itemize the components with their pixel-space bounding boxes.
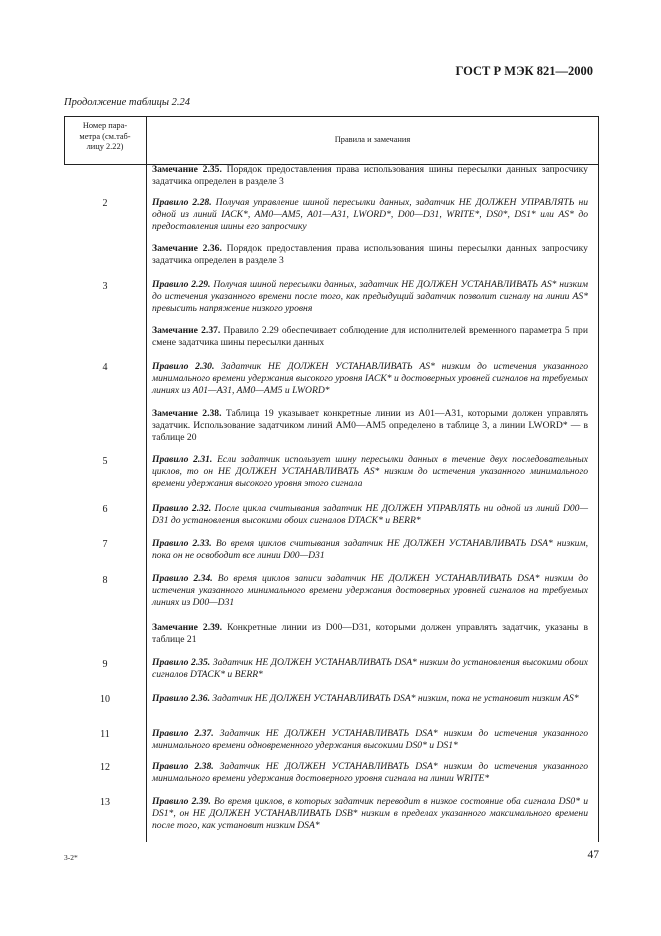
column-header-line: Номер пара-: [82, 121, 128, 130]
row-number: 6: [102, 504, 108, 515]
row-lead: Замечание 2.38.: [152, 408, 222, 419]
row-lead: Замечание 2.36.: [152, 243, 222, 254]
row-number: 5: [102, 456, 108, 467]
table-row: [152, 657, 588, 681]
row-number: 7: [102, 539, 108, 550]
row-lead: Правило 2.30.: [152, 361, 215, 372]
row-text: Во время циклов считывания задатчик НЕ ДОЛЖЕН УСТАНАВЛИВАТЬ DSA* низким, пока он не освободит все линии D00—D31: [152, 538, 589, 562]
row-text: Задатчик НЕ ДОЛЖЕН УСТАНАВЛИВАТЬ DSA* низким до установления высокими обоих сигналов DTACK* и BERR*: [152, 657, 588, 681]
row-lead: Правило 2.33.: [152, 538, 212, 549]
row-lead: Правило 2.34.: [152, 573, 213, 584]
row-number: 2: [102, 198, 108, 209]
row-lead: Правило 2.38.: [152, 761, 214, 772]
table-row: [152, 279, 588, 316]
table-column-divider: [146, 116, 147, 842]
column-header-param-number: [64, 116, 146, 164]
row-text: Порядок предоставления права использования шины пересылки данных запросчику задатчика определен в разделе 3: [152, 243, 588, 267]
row-lead: Правило 2.36.: [152, 693, 210, 704]
table-row: [152, 164, 588, 188]
row-lead: Правило 2.28.: [152, 197, 212, 208]
table-continuation-caption: Продолжение таблицы 2.24: [64, 97, 191, 108]
row-text: Если задатчик использует шину пересылки данных в течение двух последовательных циклов, то он НЕ ДОЛЖЕН УСТАНАВЛИВАТЬ AS* низким до истечения указанного минимального времени удержания высокого уровня этого сигнала: [152, 454, 589, 490]
table-right-border: [598, 116, 599, 842]
row-text: Задатчик НЕ ДОЛЖЕН УСТАНАВЛИВАТЬ DSA* низким до истечения указанного минимального времени удержания достоверного уровня сигнала на линии WRITE*: [152, 761, 588, 785]
row-number: 9: [102, 659, 108, 670]
page-number: 47: [587, 849, 599, 861]
row-text: Получая шиной пересылки данных, задатчик НЕ ДОЛЖЕН УСТАНАВЛИВАТЬ AS* низким до истечения указанного времени после того, как предыдущий задатчик позволит сигналу на линии AS* превысить напряжение низкого уровня: [152, 279, 588, 315]
row-number: 12: [100, 762, 110, 773]
table-row: [152, 622, 588, 646]
table-row: [152, 197, 588, 234]
table-row: [152, 454, 588, 491]
row-text: После цикла считывания задатчик НЕ ДОЛЖЕН УПРАВЛЯТЬ ни одной из линий D00—D31 до установления высокими обоих сигналов DTACK* и BERR*: [152, 503, 589, 527]
table-row: [152, 796, 588, 833]
row-lead: Правило 2.35.: [152, 657, 211, 668]
column-header-rules: Правила и замечания: [334, 135, 411, 144]
document-header: ГОСТ Р МЭК 821—2000: [455, 64, 593, 78]
row-lead: Правило 2.29.: [152, 279, 211, 290]
row-lead: Правило 2.37.: [152, 728, 214, 739]
row-number: 10: [100, 694, 110, 705]
table-row: [152, 728, 588, 752]
row-lead: Правило 2.32.: [152, 503, 212, 514]
table-row: [152, 243, 588, 267]
row-number: 4: [102, 362, 108, 373]
row-lead: Замечание 2.37.: [152, 325, 221, 336]
row-text: Получая управление шиной пересылки данных, задатчик НЕ ДОЛЖЕН УПРАВЛЯТЬ ни одной из линий IACK*, AM0—AM5, A01—A31, LWORD*, D00—D31, WRITE*, DS0*, DS1* или AS* до предоставления шины его запросчику: [152, 197, 588, 233]
row-number: 8: [102, 575, 108, 586]
rules-table: [64, 116, 599, 842]
table-row: [152, 408, 588, 445]
row-text: Правило 2.29 обеспечивает соблюдение для исполнителей временного параметра 5 при смене задатчика шины пересылки данных: [152, 325, 588, 349]
row-number: 3: [102, 281, 108, 292]
row-text: Порядок предоставления права использования шины пересылки данных запросчику задатчика определен в разделе 3: [152, 164, 588, 188]
row-text: Задатчик НЕ ДОЛЖЕН УСТАНАВЛИВАТЬ DSA* низким до истечения указанного минимального времени одновременного удержания высокими DS0* и DS1*: [152, 728, 588, 752]
row-number: 11: [100, 729, 110, 740]
column-header-line: лицу 2.22): [86, 142, 124, 151]
printer-signature: 3-2*: [64, 853, 78, 862]
table-row: [152, 538, 588, 562]
table-row: [152, 761, 588, 785]
row-text: Таблица 19 указывает конкретные линии из A01—A31, которыми должен управлять задатчик. Использование задатчиком линий AM0—AM5 определено в таблице 3, а линии LWORD* — в таблице 20: [152, 408, 588, 444]
row-lead: Замечание 2.35.: [152, 164, 222, 175]
row-text: Во время циклов записи задатчик НЕ ДОЛЖЕН УСТАНАВЛИВАТЬ DSA* низким до истечения указанного минимального времени удержания достоверных уровней сигналов на требуемых линиях из D00—D31: [152, 573, 589, 609]
row-lead: Правило 2.31.: [152, 454, 213, 465]
row-text: Во время циклов, в которых задатчик переводит в низкое состояние оба сигнала DS0* и DS1*, он НЕ ДОЛЖЕН УСТАНАВЛИВАТЬ DSB* низким в пределах указанного максимального времени после того, как установит низким DSA*: [152, 796, 589, 832]
row-lead: Правило 2.39.: [152, 796, 211, 807]
row-text: Задатчик НЕ ДОЛЖЕН УСТАНАВЛИВАТЬ AS* низким до истечения указанного минимального времени удержания высокого уровня IACK* и достоверных уровней сигналов на требуемых линиях из A01—A31, AM0—AM5 и LWORD*: [152, 361, 589, 397]
column-header-line: метра (см.таб-: [79, 131, 131, 141]
row-lead: Замечание 2.39.: [152, 622, 223, 633]
table-row: [152, 573, 588, 610]
table-row: [152, 361, 588, 398]
row-text: Конкретные линии из D00—D31, которыми должен управлять задатчик, указаны в таблице 21: [152, 622, 588, 646]
table-row: [152, 503, 588, 527]
table-row: [152, 325, 588, 349]
row-number: 13: [100, 797, 110, 808]
table-row: [152, 693, 588, 705]
row-text: Задатчик НЕ ДОЛЖЕН УСТАНАВЛИВАТЬ DSA* низким, пока не установит низким AS*: [212, 693, 579, 704]
